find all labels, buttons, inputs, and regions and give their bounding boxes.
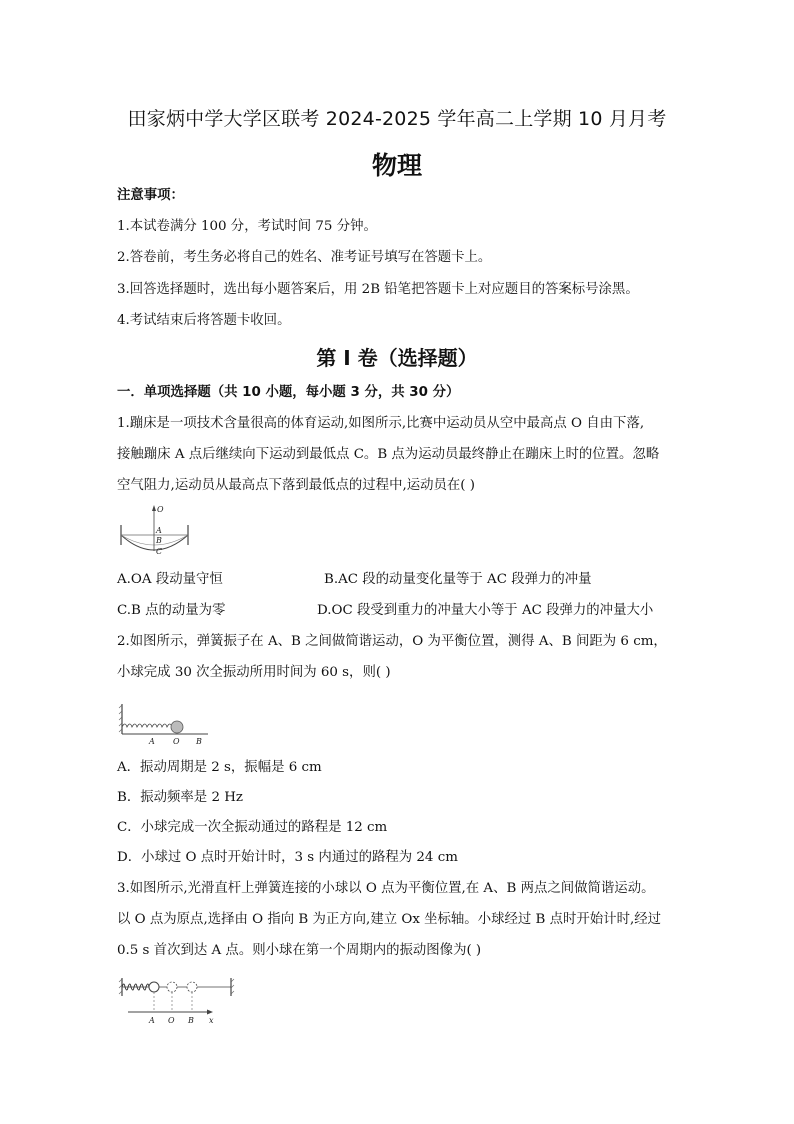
figure-label-a: A [149, 1016, 155, 1025]
question-1-option-a: A.OA 段动量守恒 [117, 572, 223, 587]
question-2-option-d: D．小球过 O 点时开始计时，3 s 内通过的路程为 24 cm [117, 850, 458, 865]
figure-label-b: B [188, 1016, 194, 1025]
figure-label-b: B [196, 737, 202, 746]
figure-label-x: x [209, 1016, 214, 1025]
notes-heading: 注意事项： [117, 188, 184, 203]
subject-title: 物理 [371, 151, 422, 180]
section-title: 第 I 卷（选择题） [316, 346, 478, 370]
figure-label-o: O [168, 1016, 175, 1025]
note-item: 1.本试卷满分 100 分，考试时间 75 分钟。 [117, 219, 377, 234]
figure-label-b: B [156, 536, 162, 545]
trampoline-figure [118, 503, 198, 563]
question-1-stem: 空气阻力,运动员从最高点下落到最低点的过程中,运动员在( ) [117, 478, 475, 493]
question-1-option-d: D.OC 段受到重力的冲量大小等于 AC 段弹力的冲量大小 [317, 603, 654, 618]
question-1-option-c: C.B 点的动量为零 [117, 603, 226, 618]
question-2-stem: 小球完成 30 次全振动所用时间为 60 s，则( ) [117, 665, 391, 680]
question-3-stem: 0.5 s 首次到达 A 点。则小球在第一个周期内的振动图像为( ) [117, 943, 482, 958]
figure-label-a: A [149, 737, 155, 746]
note-item: 2.答卷前，考生务必将自己的姓名、准考证号填写在答题卡上。 [117, 250, 492, 265]
note-item: 4.考试结束后将答题卡收回。 [117, 313, 291, 328]
question-1-stem: 接触蹦床 A 点后继续向下运动到最低点 C。B 点为运动员最终静止在蹦床上时的位置。忽略 [117, 447, 660, 462]
question-1-option-b: B.AC 段的动量变化量等于 AC 段弹力的冲量 [324, 572, 592, 587]
rod-oscillator-figure [118, 976, 238, 1026]
question-2-option-a: A．振动周期是 2 s，振幅是 6 cm [117, 760, 322, 775]
question-2-option-b: B．振动频率是 2 Hz [117, 790, 243, 805]
question-2-option-c: C．小球完成一次全振动通过的路程是 12 cm [117, 820, 388, 835]
question-3-stem: 以 O 点为原点,选择由 O 指向 B 为正方向,建立 Ox 坐标轴。小球经过 B 点时开始计时,经过 [117, 912, 661, 927]
part-heading: 一．单项选择题（共 10 小题，每小题 3 分，共 30 分） [117, 385, 460, 400]
question-1-stem: 1.蹦床是一项技术含量很高的体育运动,如图所示,比赛中运动员从空中最高点 O 自由下落, [117, 416, 645, 431]
figure-label-c: C [156, 547, 163, 556]
figure-label-o: O [173, 737, 180, 746]
spring-oscillator-figure [118, 700, 210, 748]
question-3-stem: 3.如图所示,光滑直杆上弹簧连接的小球以 O 点为平衡位置,在 A、B 两点之间做简谐运动。 [117, 881, 655, 896]
exam-title: 田家炳中学大学区联考 2024-2025 学年高二上学期 10 月月考 [127, 108, 667, 130]
question-2-stem: 2.如图所示，弹簧振子在 A、B 之间做简谐运动，O 为平衡位置，测得 A、B 间距为 6 cm， [117, 634, 667, 649]
note-item: 3.回答选择题时，选出每小题答案后，用 2B 铅笔把答题卡上对应题目的答案标号涂黑。 [117, 282, 639, 297]
figure-label-o: O [157, 505, 164, 514]
figure-label-a: A [156, 526, 162, 535]
